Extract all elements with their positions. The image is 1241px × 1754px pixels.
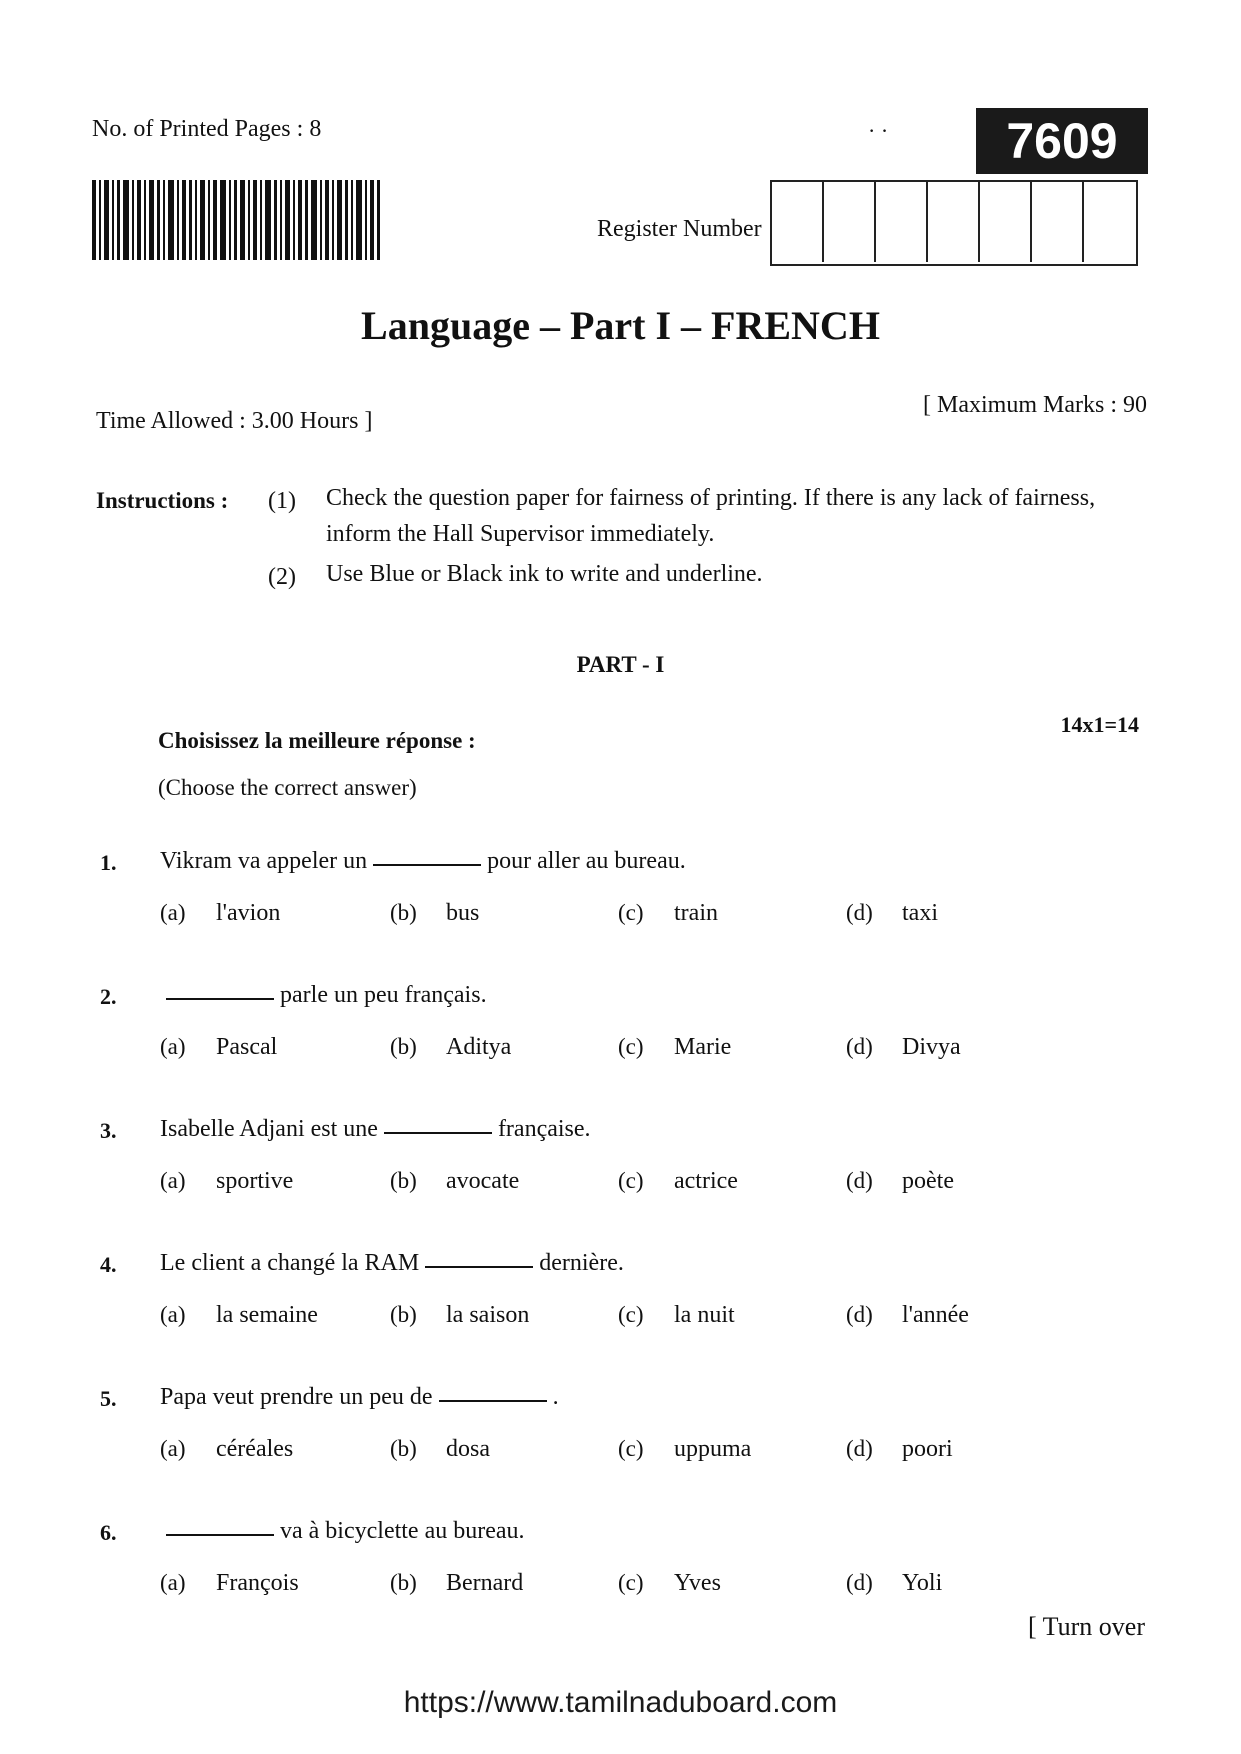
option-text: dosa — [446, 1436, 490, 1462]
option-letter: (a) — [160, 1034, 186, 1059]
barcode-icon — [92, 180, 384, 260]
option-letter: (a) — [160, 1436, 186, 1461]
option-text: Bernard — [446, 1570, 524, 1596]
option-letter: (b) — [390, 1436, 417, 1461]
question-number: 1. — [100, 850, 117, 875]
option-letter: (b) — [390, 900, 417, 925]
option-text: poori — [902, 1436, 953, 1462]
instruction-text: Check the question paper for fairness of printing. If there is any lack of fairness, inform the Hall Supervisor immediately. — [326, 485, 1096, 547]
option-letter: (c) — [618, 900, 644, 925]
question-text-after: . — [552, 1384, 559, 1410]
option-letter: (b) — [390, 1034, 417, 1059]
question-text — [160, 1250, 624, 1277]
option-text: Aditya — [446, 1034, 512, 1060]
question-text-after: pour aller au bureau. — [487, 848, 686, 874]
option-text: uppuma — [674, 1436, 752, 1462]
option-text: Pascal — [216, 1034, 278, 1060]
question-text-before: Vikram va appeler un — [160, 848, 368, 874]
option-text: Divya — [902, 1034, 961, 1060]
option-text: actrice — [674, 1168, 738, 1194]
question-text-before: Le client a changé la RAM — [160, 1250, 420, 1276]
option-text: Yoli — [902, 1570, 943, 1596]
option-letter: (b) — [390, 1570, 417, 1595]
option-letter: (a) — [160, 1168, 186, 1193]
option-text: François — [216, 1570, 299, 1596]
question-text — [160, 982, 487, 1009]
section-prompt-english: (Choose the correct answer) — [158, 775, 417, 800]
option-letter: (a) — [160, 900, 186, 925]
answer-blank — [373, 864, 481, 866]
register-digit-box[interactable] — [1032, 182, 1084, 262]
option-text: l'avion — [216, 900, 281, 926]
option-letter: (c) — [618, 1302, 644, 1327]
option-text: poète — [902, 1168, 954, 1194]
option-text: la semaine — [216, 1302, 318, 1328]
register-digit-box[interactable] — [1084, 182, 1136, 262]
answer-blank — [439, 1400, 547, 1402]
question-number: 4. — [100, 1252, 117, 1277]
header-dots: · · — [868, 118, 889, 143]
option-letter: (c) — [618, 1168, 644, 1193]
answer-blank — [166, 998, 274, 1000]
question-text — [160, 1116, 591, 1143]
option-letter: (d) — [846, 1436, 873, 1461]
section-prompt-french: Choisissez la meilleure réponse : — [158, 728, 476, 753]
register-digit-box[interactable] — [980, 182, 1032, 262]
option-text: Marie — [674, 1034, 732, 1060]
option-letter: (c) — [618, 1436, 644, 1461]
register-number-boxes[interactable] — [770, 180, 1138, 266]
exam-title: Language – Part I – FRENCH — [361, 303, 880, 348]
option-letter: (b) — [390, 1168, 417, 1193]
question-text — [160, 848, 686, 875]
option-letter: (d) — [846, 1034, 873, 1059]
question-number: 2. — [100, 984, 117, 1009]
register-digit-box[interactable] — [824, 182, 876, 262]
option-text: bus — [446, 900, 480, 926]
option-letter: (d) — [846, 1302, 873, 1327]
register-digit-box[interactable] — [928, 182, 980, 262]
question-text-after: française. — [497, 1116, 591, 1142]
instruction-text: Use Blue or Black ink to write and underline. — [326, 561, 763, 587]
part-heading: PART - I — [576, 652, 665, 677]
option-letter: (d) — [846, 1570, 873, 1595]
question-text-before: Isabelle Adjani est une — [160, 1116, 378, 1142]
register-digit-box[interactable] — [876, 182, 928, 262]
option-text: la saison — [446, 1302, 530, 1328]
question-text-after: va à bicyclette au bureau. — [280, 1518, 525, 1544]
option-text: train — [674, 900, 718, 926]
time-allowed: Time Allowed : 3.00 Hours ] — [96, 408, 373, 434]
maximum-marks: [ Maximum Marks : 90 — [923, 392, 1147, 418]
answer-blank — [425, 1266, 533, 1268]
answer-blank — [166, 1534, 274, 1536]
option-letter: (a) — [160, 1570, 186, 1595]
answer-blank — [384, 1132, 492, 1134]
option-letter: (d) — [846, 1168, 873, 1193]
option-letter: (c) — [618, 1570, 644, 1595]
option-text: céréales — [216, 1436, 294, 1462]
printed-pages: No. of Printed Pages : 8 — [92, 116, 322, 142]
option-text: taxi — [902, 900, 938, 926]
question-number: 5. — [100, 1386, 117, 1411]
option-text: l'année — [902, 1302, 969, 1328]
option-letter: (d) — [846, 900, 873, 925]
question-text — [160, 1384, 559, 1411]
register-number-label: Register Number — [597, 216, 762, 242]
option-letter: (a) — [160, 1302, 186, 1327]
question-text-after: parle un peu français. — [280, 982, 487, 1008]
instructions-label: Instructions : — [96, 488, 229, 513]
turn-over: [ Turn over — [1027, 1612, 1145, 1641]
question-text — [160, 1518, 525, 1545]
question-number: 3. — [100, 1118, 117, 1143]
register-digit-box[interactable] — [772, 182, 824, 262]
option-text: Yves — [674, 1570, 721, 1596]
instruction-number: (1) — [268, 488, 296, 514]
footer-url[interactable]: https://www.tamilnaduboard.com — [403, 1686, 838, 1719]
option-text: la nuit — [674, 1302, 735, 1328]
question-number: 6. — [100, 1520, 117, 1545]
option-letter: (c) — [618, 1034, 644, 1059]
paper-code: 7609 — [976, 108, 1148, 174]
option-text: sportive — [216, 1168, 294, 1194]
option-text: avocate — [446, 1168, 520, 1194]
question-text-before: Papa veut prendre un peu de — [160, 1384, 433, 1410]
section-marks: 14x1=14 — [1060, 712, 1139, 737]
instruction-number: (2) — [268, 564, 296, 590]
question-text-after: dernière. — [539, 1250, 624, 1276]
option-letter: (b) — [390, 1302, 417, 1327]
